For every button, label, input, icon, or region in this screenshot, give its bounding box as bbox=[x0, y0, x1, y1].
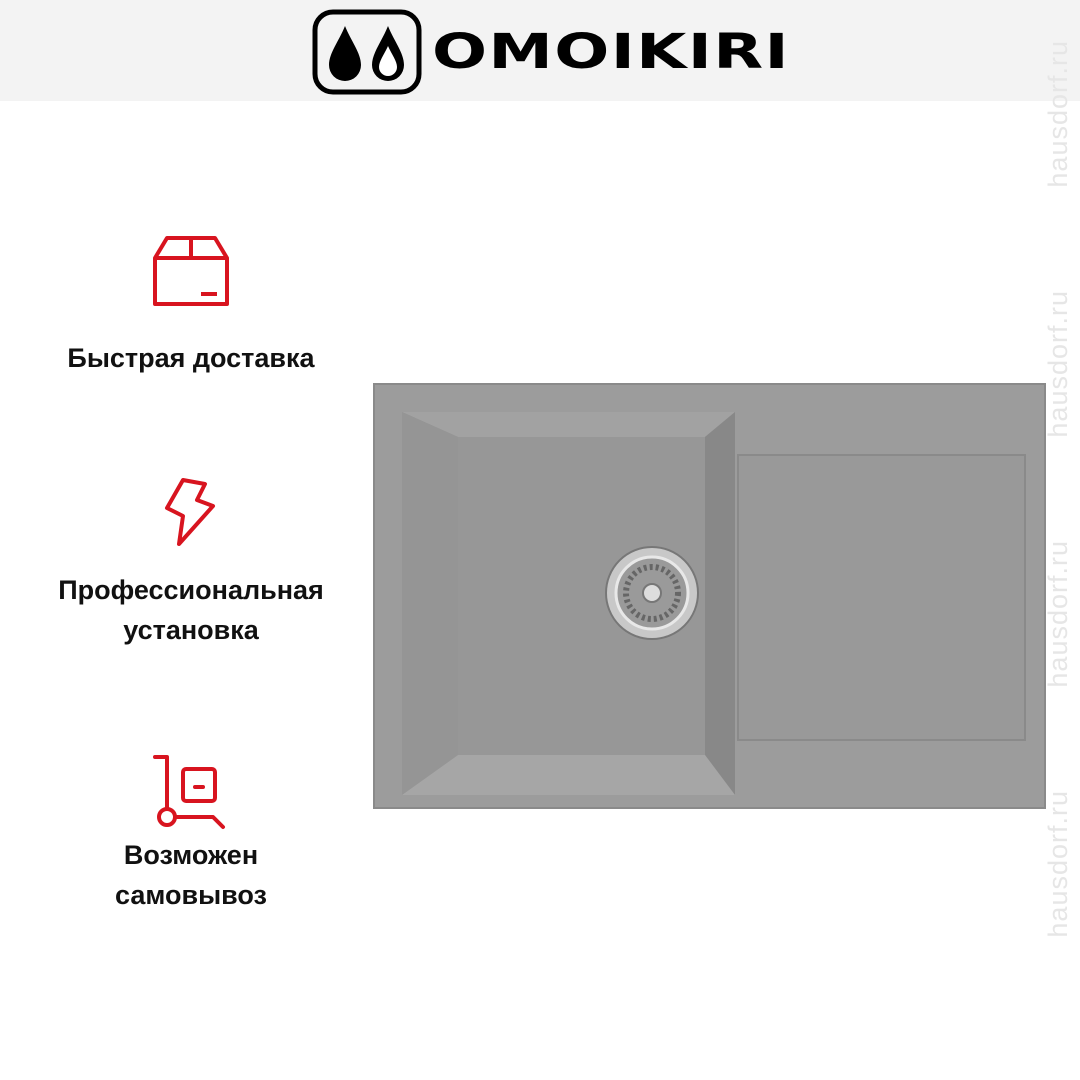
watermark: hausdorf.ru bbox=[1043, 290, 1073, 438]
watermark: hausdorf.ru bbox=[1043, 540, 1073, 688]
feature-label: установка bbox=[123, 615, 259, 645]
watermark: hausdorf.ru bbox=[1043, 40, 1073, 188]
drainboard bbox=[738, 455, 1025, 740]
watermark: hausdorf.ru bbox=[1043, 790, 1073, 938]
feature-label: Профессиональная bbox=[58, 575, 324, 605]
feature-label: самовывоз bbox=[115, 880, 267, 910]
brand-name: OMOIKIRI bbox=[432, 24, 790, 80]
drain-icon bbox=[606, 547, 698, 639]
feature-label: Возможен bbox=[123, 840, 259, 870]
feature-label: Быстрая доставка bbox=[67, 343, 315, 373]
